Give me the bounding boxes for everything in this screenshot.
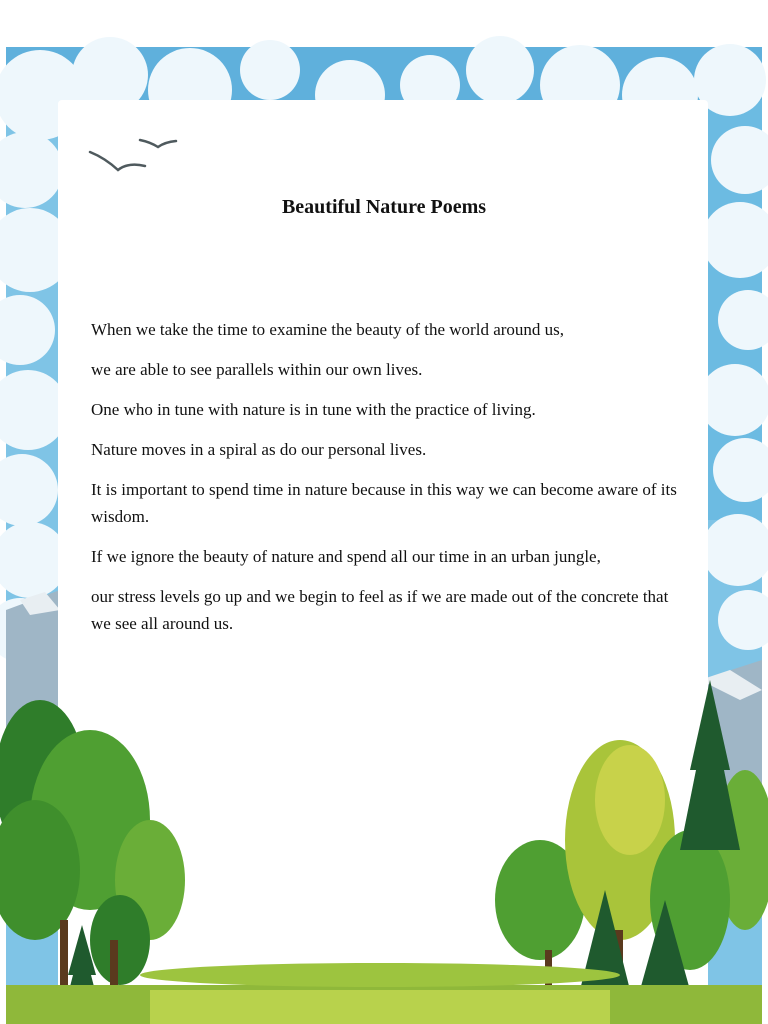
poem-line: If we ignore the beauty of nature and spend all our time in an urban jungle, (91, 547, 601, 566)
poem-line: Nature moves in a spiral as do our personal lives. (91, 440, 427, 459)
poem-line: One who in tune with nature is in tune with the practice of living. (91, 400, 536, 419)
poem-line: we are able to see parallels within our own lives. (91, 360, 423, 379)
poem-text (91, 316, 681, 650)
page-title: Beautiful Nature Poems (281, 196, 487, 218)
poem-line: our stress levels go up and we begin to feel as if we are made out of the concrete that we see all around us. (91, 587, 669, 633)
poem-line: When we take the time to examine the beauty of the world around us, (91, 320, 565, 339)
poem-line: It is important to spend time in nature because in this way we can become aware of its wisdom. (91, 480, 677, 526)
